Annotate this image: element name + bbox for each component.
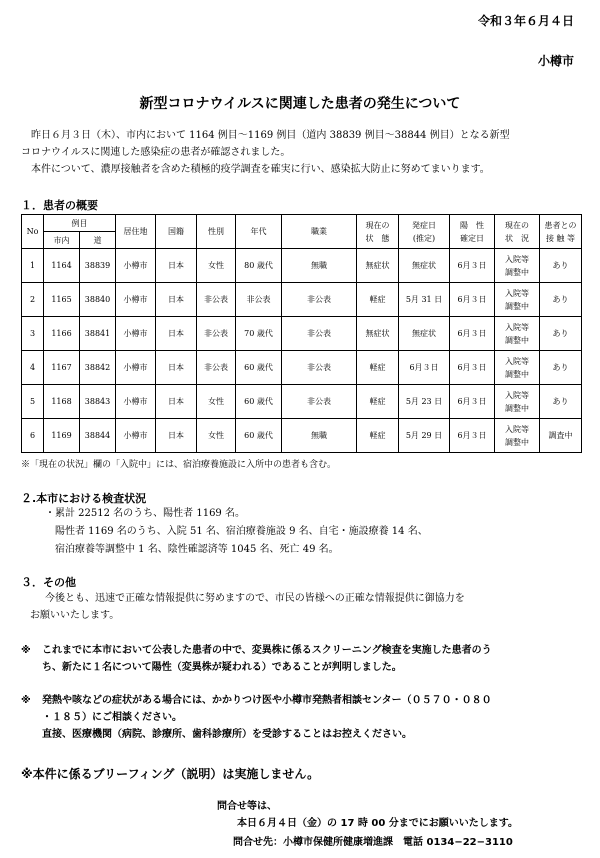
cell-job: 無職 [282, 419, 357, 453]
cell-nationality: 日本 [156, 317, 197, 351]
cell-pref: 38840 [80, 283, 116, 317]
intro-line-1: 昨日６月３日（木）、市内において 1164 例目〜1169 例目（道内 38839 例目〜38844 例目）となる新型 [21, 130, 510, 141]
cell-onset: 5月 23 日 [399, 385, 450, 419]
document-date: 令和３年６月４日 [477, 14, 574, 28]
notice-1-mark: ※ [21, 645, 31, 656]
cell-city: 1166 [44, 317, 80, 351]
header-condition [357, 215, 399, 249]
issuer-city: 小樽市 [537, 54, 574, 68]
header-age: 年代 [236, 215, 282, 249]
header-onset-line1: 発症日 [412, 220, 436, 230]
header-contact [540, 215, 582, 249]
header-positive [450, 215, 495, 249]
cell-city: 1164 [44, 249, 80, 283]
cell-status-line1: 入院等 [505, 254, 529, 264]
table-row [22, 317, 582, 351]
cell-residence: 小樽市 [116, 283, 156, 317]
cell-age: 70 歳代 [236, 317, 282, 351]
cell-onset: 無症状 [399, 317, 450, 351]
cell-status [495, 317, 540, 351]
table-row [22, 419, 582, 453]
cell-job: 無職 [282, 249, 357, 283]
table-row [22, 385, 582, 419]
cell-age: 60 歳代 [236, 385, 282, 419]
inquiry-contact: 問合せ先：小樽市保健所健康増進課 電話 0134−22−3110 [233, 837, 513, 848]
notice-2-line-2: ・１８５）にご相談ください。 [42, 712, 182, 723]
intro-line-3: 本件について、濃厚接触者を含めた積極的疫学調査を確実に行い、感染拡大防止に努めてまいります。 [21, 164, 490, 175]
cell-job: 非公表 [282, 283, 357, 317]
header-condition-line1: 現在の [365, 220, 390, 230]
cell-sex: 女性 [197, 385, 236, 419]
table-row [22, 351, 582, 385]
cell-status-line1: 入院等 [505, 424, 529, 434]
cell-residence: 小樽市 [116, 317, 156, 351]
cell-age: 80 歳代 [236, 249, 282, 283]
cell-positive: 6月３日 [450, 249, 495, 283]
testing-line-3: 宿泊療養等調整中 1 名、陰性確認済等 1045 名、死亡 49 名。 [55, 544, 339, 555]
testing-line-2: 陽性者 1169 名のうち、入院 51 名、宿泊療養施設 9 名、自宅・施設療養 14 名、 [55, 526, 428, 537]
cell-status-line2: 調整中 [505, 437, 529, 447]
table-row [22, 249, 582, 283]
cell-onset: 5月 31 日 [399, 283, 450, 317]
cell-city: 1165 [44, 283, 80, 317]
cell-residence: 小樽市 [116, 419, 156, 453]
cell-positive: 6月３日 [450, 419, 495, 453]
cell-sex: 女性 [197, 419, 236, 453]
cell-pref: 38841 [80, 317, 116, 351]
header-status-line2: 状 況 [505, 233, 529, 243]
cell-no: 4 [22, 351, 44, 385]
section-1-heading: １．患者の概要 [21, 199, 98, 212]
cell-status [495, 283, 540, 317]
cell-status [495, 419, 540, 453]
table-body [22, 249, 582, 453]
cell-pref: 38839 [80, 249, 116, 283]
cell-no: 5 [22, 385, 44, 419]
cell-condition: 軽症 [357, 283, 399, 317]
notice-1-line-1: これまでに本市において公表した患者の中で、変異株に係るスクリーニング検査を実施した患者のう [42, 645, 492, 656]
notice-2-line-1: 発熱や咳などの症状がある場合には、かかりつけ医や小樽市発熱者相談センター（０５７０・０８０ [42, 695, 492, 706]
cell-no: 3 [22, 317, 44, 351]
cell-sex: 女性 [197, 249, 236, 283]
cell-contact: あり [540, 351, 582, 385]
header-status-line1: 現在の [505, 220, 529, 230]
cell-no: 1 [22, 249, 44, 283]
cell-onset: 6月３日 [399, 351, 450, 385]
cell-status [495, 351, 540, 385]
header-case: 例目 [44, 215, 116, 232]
cell-no: 2 [22, 283, 44, 317]
header-case-pref: 道 [80, 232, 116, 249]
notice-1-line-2: ち、新たに１名について陽性（変異株が疑われる）であることが判明しました。 [42, 662, 402, 673]
cell-residence: 小樽市 [116, 385, 156, 419]
header-job: 職業 [282, 215, 357, 249]
cell-condition: 軽症 [357, 385, 399, 419]
cell-status [495, 385, 540, 419]
header-contact-line1: 患者との [544, 220, 577, 230]
cell-status-line1: 入院等 [505, 322, 529, 332]
table-note: ※「現在の状況」欄の「入院中」には、宿泊療養施設に入所中の患者も含む。 [21, 460, 337, 470]
header-case-city: 市内 [44, 232, 80, 249]
header-sex: 性別 [197, 215, 236, 249]
cell-nationality: 日本 [156, 351, 197, 385]
intro-line-2: コロナウイルスに関連した感染症の患者が確認されました。 [21, 147, 291, 158]
cell-nationality: 日本 [156, 419, 197, 453]
cell-sex: 非公表 [197, 317, 236, 351]
header-nationality: 国籍 [156, 215, 197, 249]
other-line-2: お願いいたします。 [30, 610, 120, 621]
cell-sex: 非公表 [197, 351, 236, 385]
cell-condition: 軽症 [357, 419, 399, 453]
cell-pref: 38843 [80, 385, 116, 419]
cell-pref: 38844 [80, 419, 116, 453]
cell-city: 1169 [44, 419, 80, 453]
cell-status [495, 249, 540, 283]
cell-positive: 6月３日 [450, 317, 495, 351]
cell-positive: 6月３日 [450, 351, 495, 385]
cell-status-line2: 調整中 [505, 301, 529, 311]
cell-age: 非公表 [236, 283, 282, 317]
header-positive-line2: 確定日 [460, 233, 484, 243]
cell-job: 非公表 [282, 351, 357, 385]
cell-status-line2: 調整中 [505, 369, 529, 379]
cell-pref: 38842 [80, 351, 116, 385]
patient-table [21, 214, 582, 453]
cell-status-line1: 入院等 [505, 356, 529, 366]
header-condition-line2: 状 態 [365, 233, 390, 243]
cell-onset: 5月 29 日 [399, 419, 450, 453]
other-line-1: 今後とも、迅速で正確な情報提供に努めますので、市民の皆様への正確な情報提供に御協力を [45, 593, 465, 604]
cell-contact: あり [540, 249, 582, 283]
inquiry-line-2: 本日６月４日（金）の 17 時 00 分までにお願いいたします。 [237, 818, 518, 829]
cell-city: 1168 [44, 385, 80, 419]
cell-status-line2: 調整中 [505, 403, 529, 413]
cell-job: 非公表 [282, 385, 357, 419]
cell-nationality: 日本 [156, 283, 197, 317]
document-title: 新型コロナウイルスに関連した患者の発生について [139, 96, 461, 112]
cell-residence: 小樽市 [116, 351, 156, 385]
table-row [22, 283, 582, 317]
cell-status-line1: 入院等 [505, 390, 529, 400]
cell-contact: あり [540, 385, 582, 419]
briefing-notice: ※本件に係るブリーフィング（説明）は実施しません。 [21, 767, 320, 781]
inquiry-line-1: 問合せ等は、 [217, 801, 277, 812]
cell-condition: 無症状 [357, 249, 399, 283]
cell-condition: 軽症 [357, 351, 399, 385]
cell-age: 60 歳代 [236, 419, 282, 453]
cell-residence: 小樽市 [116, 249, 156, 283]
cell-job: 非公表 [282, 317, 357, 351]
cell-positive: 6月３日 [450, 385, 495, 419]
cell-age: 60 歳代 [236, 351, 282, 385]
header-no: No [22, 215, 44, 249]
section-2-heading: ２.本市における検査状況 [21, 492, 147, 505]
cell-positive: 6月３日 [450, 283, 495, 317]
header-onset-line2: (推定) [412, 233, 436, 243]
cell-nationality: 日本 [156, 385, 197, 419]
cell-onset: 無症状 [399, 249, 450, 283]
header-contact-line2: 接 触 等 [545, 233, 576, 243]
header-positive-line1: 陽 性 [460, 220, 484, 230]
header-status [495, 215, 540, 249]
notice-2-line-3: 直接、医療機関（病院、診療所、歯科診療所）を受診することはお控えください。 [42, 729, 412, 740]
cell-condition: 無症状 [357, 317, 399, 351]
header-residence: 居住地 [116, 215, 156, 249]
cell-contact: 調査中 [540, 419, 582, 453]
cell-status-line2: 調整中 [505, 267, 529, 277]
section-3-heading: ３．その他 [21, 576, 76, 589]
notice-2-mark: ※ [21, 695, 31, 706]
header-onset [399, 215, 450, 249]
table-header-row [22, 215, 582, 232]
cell-no: 6 [22, 419, 44, 453]
cell-sex: 非公表 [197, 283, 236, 317]
cell-status-line1: 入院等 [505, 288, 529, 298]
cell-city: 1167 [44, 351, 80, 385]
cell-nationality: 日本 [156, 249, 197, 283]
testing-line-1: ・累計 22512 名のうち、陽性者 1169 名。 [45, 508, 245, 519]
cell-contact: あり [540, 317, 582, 351]
cell-contact: あり [540, 283, 582, 317]
cell-status-line2: 調整中 [505, 335, 529, 345]
